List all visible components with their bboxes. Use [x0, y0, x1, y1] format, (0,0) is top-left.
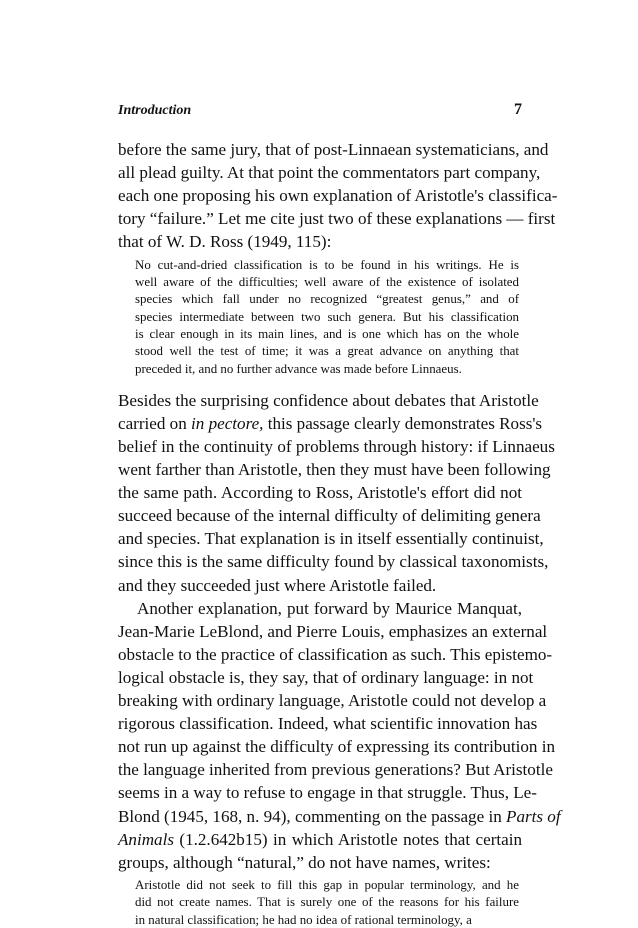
text-line: all plead guilty. At that point the commentators part company, [118, 163, 541, 182]
quote-line: well aware of the difficulties; well aware of the existence of isolated [135, 274, 519, 289]
text-line: breaking with ordinary language, Aristotle could not develop a [118, 691, 547, 710]
quote-line: preceded it, and no further advance was made before Linnaeus. [135, 361, 462, 376]
text-line: obstacle to the practice of classification as such. This epistemo- [118, 645, 553, 664]
running-title: Introduction [118, 103, 192, 118]
text-line: went farther than Aristotle, then they must have been following [118, 460, 551, 479]
text-line: Besides the surprising confidence about debates that Aristotle [118, 391, 539, 410]
text-line: Blond (1945, 168, n. 94), commenting on the passage in Parts of [118, 807, 561, 826]
emphasis: in pectore, [191, 414, 264, 433]
text-line: succeed because of the internal difficulty of delimiting genera [118, 506, 541, 525]
text-line: carried on in pectore, this passage clearly demonstrates Ross's [118, 414, 543, 433]
text-line: groups, although “natural,” do not have names, writes: [118, 853, 491, 872]
text-line: tory “failure.” Let me cite just two of these explanations — first [118, 209, 556, 228]
text-line: Another explanation, put forward by Maurice Manquat, [137, 599, 522, 618]
page-number: 7 [514, 101, 522, 118]
text-line: each one proposing his own explanation of Aristotle's classifica- [118, 186, 558, 205]
text-line: Jean-Marie LeBlond, and Pierre Louis, emphasizes an external [118, 622, 548, 641]
text-line: seems in a way to refuse to engage in that struggle. Thus, Le- [118, 783, 537, 802]
text-line: and species. That explanation is in itself essentially continuist, [118, 529, 544, 548]
text-line: Animals (1.2.642b15) in which Aristotle notes that certain [118, 830, 522, 849]
quote-line: No cut-and-dried classification is to be found in his writings. He is [135, 257, 519, 272]
text-line: the language inherited from previous generations? But Aristotle [118, 760, 553, 779]
text-line: the same path. According to Ross, Aristotle's effort did not [118, 483, 522, 502]
text-line: and they succeeded just where Aristotle failed. [118, 576, 437, 595]
book-title: Animals [118, 830, 174, 849]
text-line: before the same jury, that of post-Linnaean systematicians, and [118, 140, 549, 159]
text-line: since this is the same difficulty found by classical taxonomists, [118, 552, 549, 571]
book-title: Parts of [506, 807, 561, 826]
text-line: not run up against the difficulty of expressing its contribution in [118, 737, 556, 756]
quote-line: species which fall under no recognized “greatest genus,” and of [135, 291, 519, 306]
text-line: rigorous classification. Indeed, what scientific innovation has [118, 714, 538, 733]
quote-line: species intermediate between two such genera. But his classification [135, 309, 519, 324]
text-line: belief in the continuity of problems through history: if Linnaeus [118, 437, 555, 456]
quote-line: did not create names. That is surely one of the reasons for his failure [135, 894, 519, 909]
quote-line: in natural classification; he had no idea of rational terminology, a [135, 912, 472, 927]
quote-line: Aristotle did not seek to fill this gap in popular terminology, and he [135, 877, 519, 892]
text-line: logical obstacle is, they say, that of ordinary language: in not [118, 668, 534, 687]
text-line: that of W. D. Ross (1949, 115): [118, 232, 332, 251]
quote-line: stood well the test of time; it was a great advance on anything that [135, 343, 519, 358]
quote-line: is clear enough in its main lines, and is one which has on the whole [135, 326, 519, 341]
running-head [118, 103, 522, 123]
